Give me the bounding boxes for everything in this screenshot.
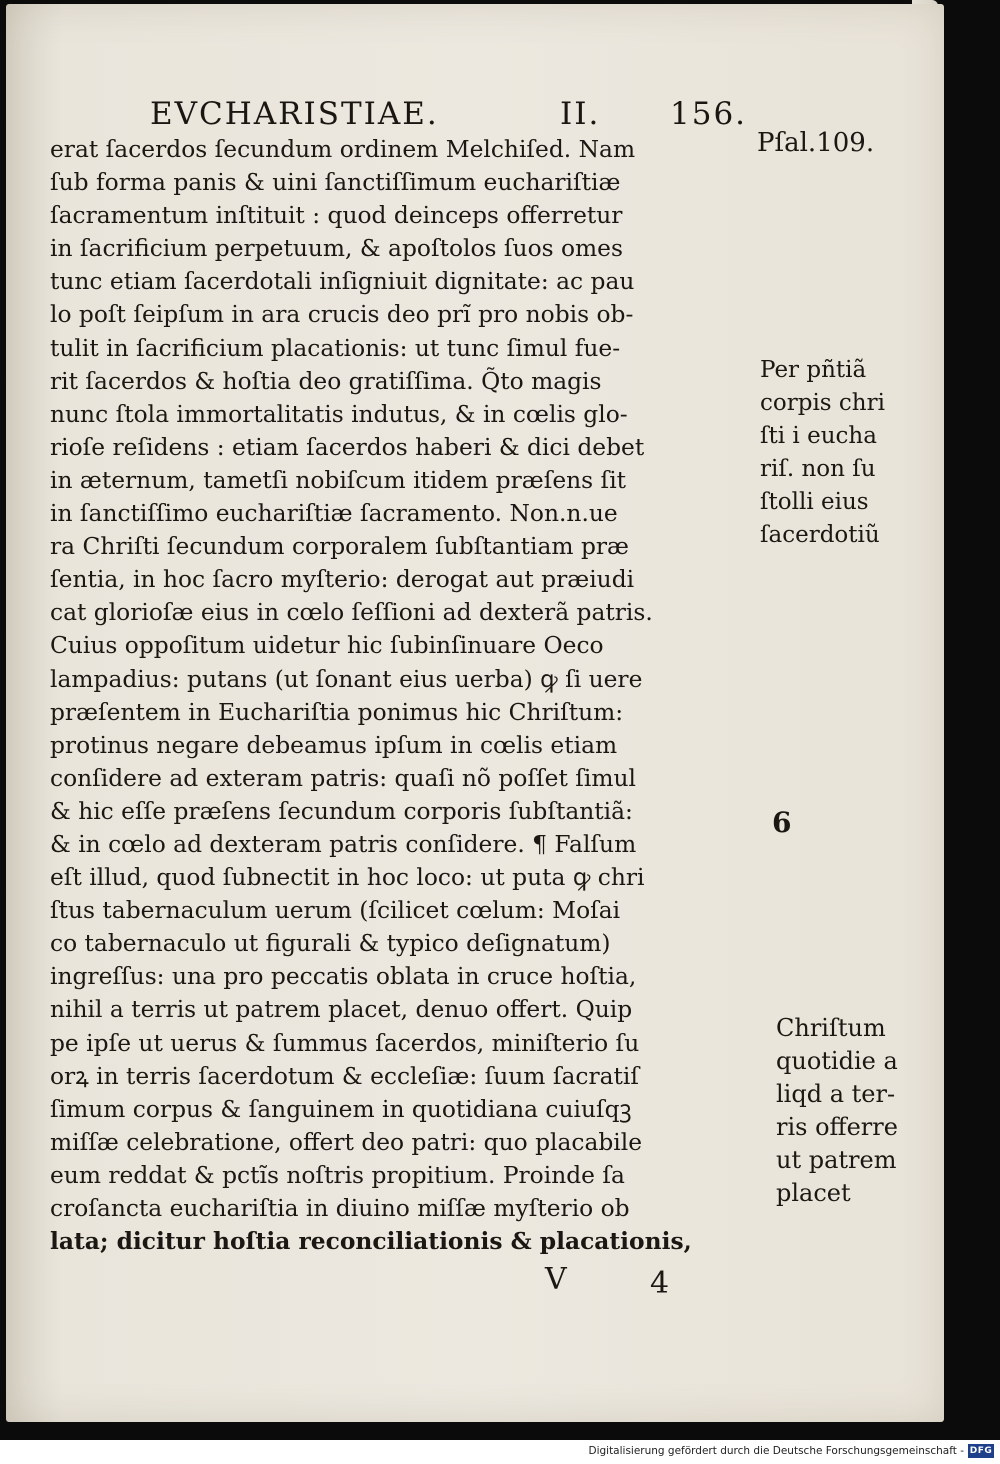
text-line: cat glorioſæ eius in cœlo ſeſſioni ad dexterã patris. (50, 598, 653, 627)
margin-note-line: Pſal.109. (757, 128, 875, 158)
text-line: lata; dicitur hoſtia reconciliationis & placationis, (50, 1227, 692, 1256)
folio-number: 156. (670, 96, 748, 132)
text-line: ſacramentum inſtituit : quod deinceps offerretur (50, 201, 623, 230)
funding-credit: Digitalisierung gefördert durch die Deutsche Forschungsgemeinschaft - (588, 1445, 964, 1457)
text-line: rit ſacerdos & hoſtia deo gratiſſima. Q̃to magis (50, 366, 602, 395)
signature-mark (545, 1262, 745, 1302)
text-line: ſub forma panis & uini ſanctiſſimum euchariſtiæ (50, 168, 621, 197)
signature-number: 4 (650, 1266, 670, 1301)
digitization-footer (0, 1441, 1000, 1464)
scan-right-edge (938, 0, 998, 1440)
text-line: eſt illud, quod ſubnectit in hoc loco: ut puta ꝙ chri (50, 863, 645, 892)
text-line: in ſanctiſſimo euchariſtiæ ſacramento. Non.n.ue (50, 499, 618, 528)
running-title: EVCHARISTIAE. (150, 96, 439, 132)
text-line: lo poſt ſeipſum in ara crucis deo prĩ pro nobis ob- (50, 300, 634, 329)
text-line: nunc ſtola immortalitatis indutus, & in cœlis glo- (50, 399, 628, 428)
margin-note-line: liqd a ter- (776, 1080, 896, 1108)
text-line: ſtus tabernaculum uerum (ſcilicet cœlum: Moſai (50, 896, 621, 925)
margin-note-line: corpis chri (760, 390, 885, 416)
margin-note-line: ſacerdotiũ (760, 522, 880, 548)
text-line: rioſe reſidens : etiam ſacerdos haberi & dici debet (50, 432, 645, 461)
text-line: protinus negare debeamus ipſum in cœlis etiam (50, 730, 618, 759)
margin-note-presence (760, 354, 885, 552)
text-line: nihil a terris ut patrem placet, denuo offert. Quip (50, 995, 633, 1024)
margin-note-line: ris offerre (776, 1113, 898, 1141)
text-line: lampadius: putans (ut ſonant eius uerba) ꝙ ſi uere (50, 664, 643, 693)
text-line: miſſæ celebratione, offert deo patri: quo placabile (50, 1127, 643, 1156)
margin-note-line: Chriſtum (776, 1014, 886, 1042)
text-line: conſidere ad exteram patris: quaſi nõ poſſet ſimul (50, 763, 636, 792)
text-line: præſentem in Euchariſtia ponimus hic Chriſtum: (50, 697, 624, 726)
signature-letter: V (545, 1262, 567, 1297)
margin-note-line: ſti i eucha (760, 423, 877, 449)
text-line: tunc etiam ſacerdotali inſigniuit dignitate: ac pau (50, 267, 635, 296)
text-line: pe ipſe ut uerus & ſummus ſacerdos, miniſterio ſu (50, 1028, 640, 1057)
margin-note-line: ſtolli eius (760, 489, 869, 515)
text-line: & in cœlo ad dexteram patris conſidere. ¶ Falſum (50, 829, 637, 858)
margin-note-line: placet (776, 1179, 851, 1207)
text-line: croſancta euchariſtia in diuino miſſæ myſterio ob (50, 1194, 630, 1222)
margin-note-line: 6 (772, 806, 792, 839)
margin-note-offering (776, 1012, 898, 1210)
margin-note-line: Per pñtiã (760, 357, 867, 383)
text-line: tulit in ſacrificium placationis: ut tunc ſimul fue- (50, 333, 621, 362)
text-line: ſimum corpus & ſanguinem in quotidiana cuiuſqꝫ (50, 1094, 632, 1123)
part-number: II. (560, 96, 601, 132)
text-line: & hic eſſe præſens ſecundum corporis ſubſtantiã: (50, 796, 633, 825)
margin-note-psalm-reference (757, 127, 874, 160)
main-text-block (50, 133, 760, 1258)
dfg-logo: DFG (969, 1446, 993, 1456)
text-line: ra Chriſti ſecundum corporalem ſubſtantiam præ (50, 532, 629, 561)
text-line: co tabernaculo ut figurali & typico deſignatum) (50, 929, 611, 958)
text-line: ingreſſus: una pro peccatis oblata in cruce hoſtia, (50, 962, 637, 991)
margin-note-number (772, 806, 791, 839)
running-header (150, 96, 750, 136)
text-line: erat ſacerdos ſecundum ordinem Melchiſed. Nam (50, 135, 636, 163)
margin-note-line: riſ. non ſu (760, 456, 876, 482)
text-line: orꝝ in terris ſacerdotum & eccleſiæ: ſuum ſacratiſ (50, 1061, 640, 1090)
text-line: Cuius oppoſitum uidetur hic ſubinſinuare Oeco (50, 631, 604, 660)
text-line: ſentia, in hoc ſacro myſterio: derogat aut præiudi (50, 565, 635, 594)
margin-note-line: ut patrem (776, 1146, 897, 1174)
margin-note-line: quotidie a (776, 1047, 898, 1075)
text-line: in ſacrificium perpetuum, & apoſtolos ſuos omes (50, 234, 623, 263)
text-line: eum reddat & pctĩs noſtris propitium. Proinde ſa (50, 1160, 625, 1189)
text-line: in æternum, tametſi nobiſcum itidem præſens ſit (50, 465, 627, 494)
